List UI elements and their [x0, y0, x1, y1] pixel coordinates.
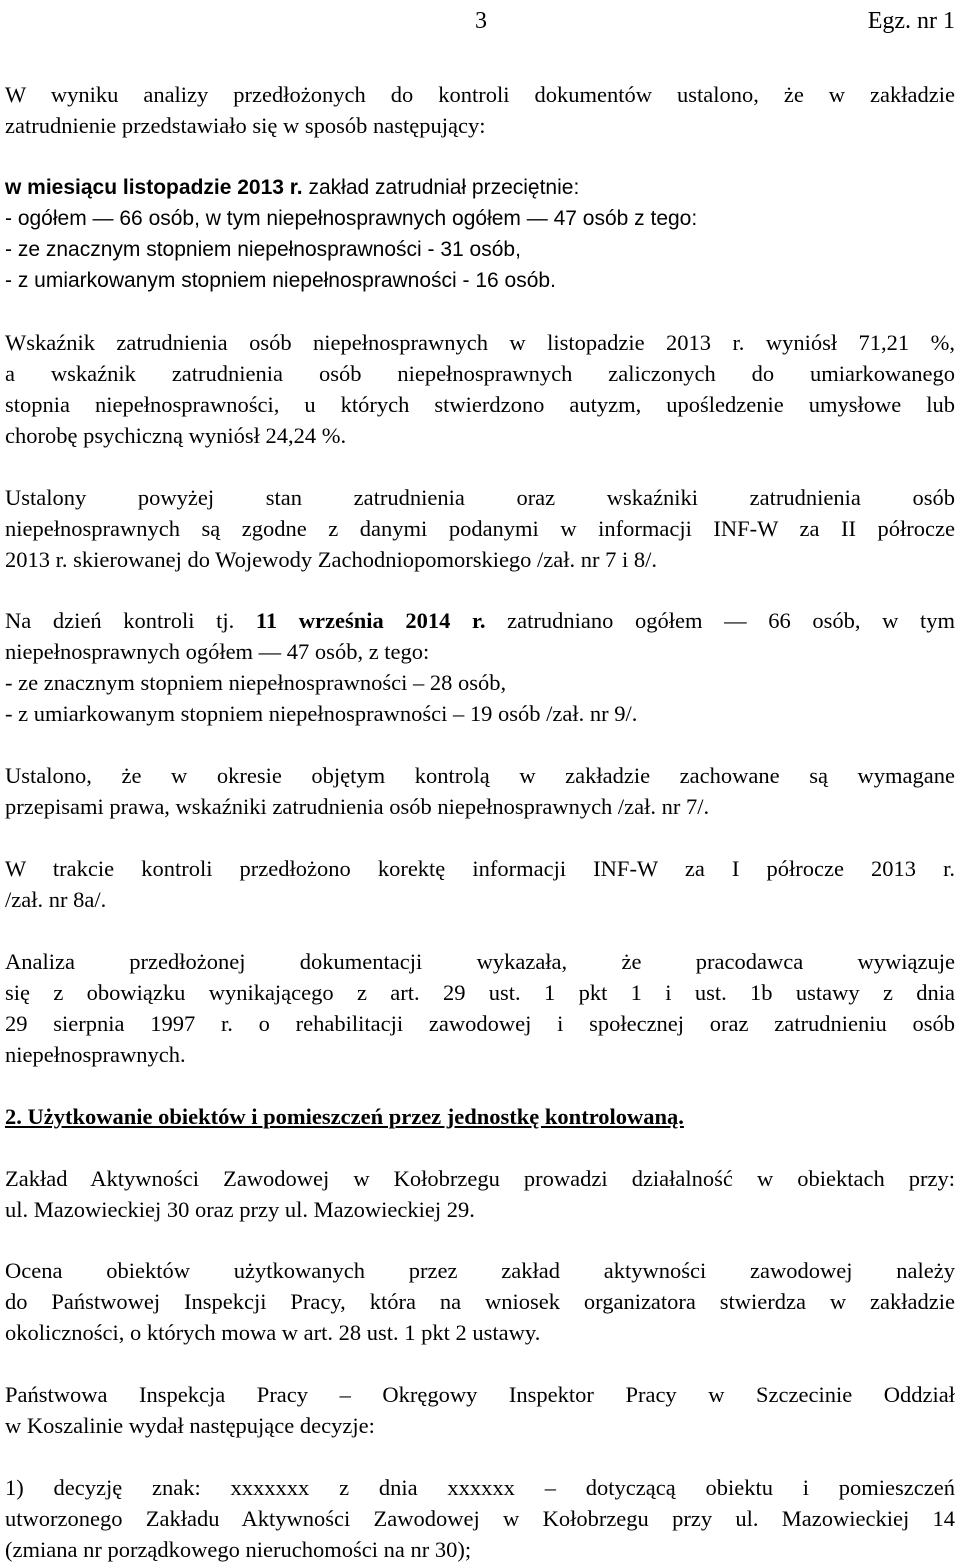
paragraph-indicator: [5, 327, 955, 451]
text-line: stopnia niepełnosprawności, u których stwierdzono autyzm, upośledzenie umysłowe lub: [5, 392, 955, 417]
bold-control-date: 11 września 2014 r.: [255, 608, 486, 633]
text-line: niepełnosprawnych.: [5, 1042, 186, 1067]
text-line: [5, 605, 955, 636]
paragraph-compliance: [5, 760, 955, 822]
text-line: Ustalono, że w okresie objętym kontrolą w zakładzie zachowane są wymagane: [5, 763, 955, 788]
text-line: Ustalony powyżej stan zatrudnienia oraz wskaźniki zatrudnienia osób: [5, 485, 955, 510]
text-line: się z obowiązku wynikającego z art. 29 ust. 1 pkt 1 i ust. 1b ustawy z dnia: [5, 980, 955, 1005]
paragraph-assessment: [5, 1255, 955, 1348]
paragraph-control-date: [5, 605, 955, 729]
text-line: przepisami prawa, wskaźniki zatrudnienia osób niepełnosprawnych /zał. nr 7/.: [5, 794, 710, 819]
list-item: - ogółem — 66 osób, w tym niepełnosprawnych ogółem — 47 osób z tego:: [5, 207, 698, 230]
list-item: - ze znacznym stopniem niepełnosprawności – 28 osób,: [5, 670, 507, 695]
text-line: [5, 172, 955, 203]
paragraph-analysis: [5, 946, 955, 1070]
text-span: Na dzień kontroli tj.: [5, 608, 256, 633]
paragraph-inspection: [5, 1379, 955, 1441]
text-line: Ocena obiektów użytkowanych przez zakład aktywności zawodowej należy: [5, 1258, 955, 1283]
list-item: - z umiarkowanym stopniem niepełnosprawności - 16 osób.: [5, 269, 556, 292]
text-line: niepełnosprawnych są zgodne z danymi podanymi w informacji INF-W za II półrocze: [5, 516, 955, 541]
text-line: /zał. nr 8a/.: [5, 887, 107, 912]
text-line: (zmiana nr porządkowego nieruchomości na nr 30);: [5, 1537, 472, 1562]
list-item: - z umiarkowanym stopniem niepełnosprawności – 19 osób /zał. nr 9/.: [5, 701, 638, 726]
text-line: W wyniku analizy przedłożonych do kontroli dokumentów ustalono, że w zakładzie: [5, 82, 955, 107]
section-heading-2: [5, 1101, 955, 1132]
text-line: utworzonego Zakładu Aktywności Zawodowej w Kołobrzegu przy ul. Mazowieckiej 14: [5, 1506, 955, 1531]
text-line: ul. Mazowieckiej 30 oraz przy ul. Mazowieckiej 29.: [5, 1197, 475, 1222]
paragraph-november-2013: [5, 172, 955, 296]
text-line: a wskaźnik zatrudnienia osób niepełnosprawnych zaliczonych do umiarkowanego: [5, 361, 955, 386]
paragraph-premises: [5, 1163, 955, 1225]
paragraph-intro: [5, 79, 955, 141]
text-line: Analiza przedłożonej dokumentacji wykazała, że pracodawca wywiązuje: [5, 949, 955, 974]
text-line: chorobę psychiczną wyniósł 24,24 %.: [5, 423, 347, 448]
text-line: Państwowa Inspekcja Pracy – Okręgowy Inspektor Pracy w Szczecinie Oddział: [5, 1382, 955, 1407]
text-line: Zakład Aktywności Zawodowej w Kołobrzegu prowadzi działalność w obiektach przy:: [5, 1166, 955, 1191]
section-heading-text: 2. Użytkowanie obiektów i pomieszczeń przez jednostkę kontrolowaną.: [5, 1104, 684, 1129]
page-header: [5, 3, 955, 39]
text-line: okoliczności, o których mowa w art. 28 ust. 1 pkt 2 ustawy.: [5, 1320, 541, 1345]
text-line: W trakcie kontroli przedłożono korektę informacji INF-W za I półrocze 2013 r.: [5, 856, 955, 881]
text-span: zatrudniano ogółem — 66 osób, w tym: [485, 608, 955, 633]
paragraph-correction: [5, 853, 955, 915]
page-number: 3: [475, 8, 487, 34]
text-line: 2013 r. skierowanej do Wojewody Zachodniopomorskiego /zał. nr 7 i 8/.: [5, 547, 658, 572]
text-line: Wskaźnik zatrudnienia osób niepełnosprawnych w listopadzie 2013 r. wyniósł 71,21 %,: [5, 330, 955, 355]
text-line: niepełnosprawnych ogółem — 47 osób, z tego:: [5, 639, 430, 664]
text-line: w Koszalinie wydał następujące decyzje:: [5, 1413, 375, 1438]
copy-label: Egz. nr 1: [867, 8, 955, 34]
text-line: do Państwowej Inspekcji Pracy, która na wniosek organizatora stwierdza w zakładzie: [5, 1289, 955, 1314]
bold-date-lead: w miesiącu listopadzie 2013 r.: [5, 176, 303, 199]
text-line: zatrudnienie przedstawiało się w sposób następujący:: [5, 113, 486, 138]
list-item: 1) decyzję znak: xxxxxxx z dnia xxxxxx – dotyczącą obiektu i pomieszczeń: [5, 1475, 955, 1500]
paragraph-decisions: [5, 1472, 955, 1565]
text-line: 29 sierpnia 1997 r. o rehabilitacji zawodowej i społecznej oraz zatrudnieniu osób: [5, 1011, 955, 1036]
paragraph-consistency: [5, 482, 955, 575]
list-item: - ze znacznym stopniem niepełnosprawności - 31 osób,: [5, 238, 521, 261]
text-span: zakład zatrudniał przeciętnie:: [302, 176, 580, 199]
